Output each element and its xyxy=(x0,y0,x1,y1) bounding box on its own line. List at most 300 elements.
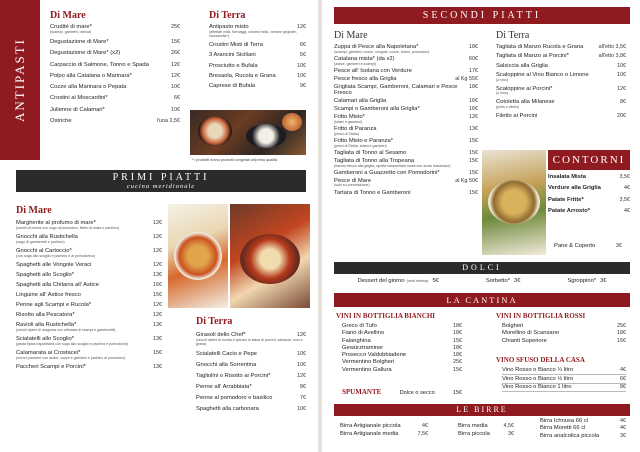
primi-title: PRIMI PIATTI xyxy=(112,172,210,183)
sfuso-heading: VINO SFUSO DELLA CASA xyxy=(496,356,585,364)
item-name: Fritto Misto* xyxy=(334,114,365,121)
item-name: Caprese di Bufala xyxy=(209,83,256,90)
item-price: all'etto 3,5€ xyxy=(598,44,626,50)
item-name: Filetto ai Porcini xyxy=(496,112,538,119)
item-name: Scampi o Gamberoni alla Griglia* xyxy=(334,106,420,113)
secondi-mare-list xyxy=(334,44,478,198)
menu-item xyxy=(334,126,478,137)
item-name: Prosecco Valdobbiadene xyxy=(342,352,407,358)
item-name: Risotto alla Pescatora* xyxy=(16,312,75,319)
menu-item xyxy=(502,367,626,375)
item-name: Birra media xyxy=(458,423,488,429)
menu-item xyxy=(496,86,626,97)
contorni-title: CONTORNI xyxy=(552,154,626,166)
pane-coperto: Pane & Coperto 3€ xyxy=(554,243,622,249)
cantina-banner xyxy=(334,293,630,307)
item-price: 6€ xyxy=(174,95,180,102)
menu-item xyxy=(496,113,626,120)
item-name: Gamberoni a Guazzetto con Pomodorini* xyxy=(334,169,440,176)
menu-item xyxy=(342,367,462,374)
item-name: Spaghetti alla carbonara xyxy=(196,406,259,413)
primi-terra-heading: Di Terra xyxy=(196,316,233,327)
menu-item xyxy=(16,322,162,333)
item-price: 15€ xyxy=(617,337,626,344)
item-price: 3€ xyxy=(620,432,626,439)
item-name: Vino Rosso o Bianco ¼ litro xyxy=(502,367,574,373)
item-price: 18€ xyxy=(469,83,478,90)
menu-item xyxy=(458,423,514,430)
item-price: 4€ xyxy=(620,418,626,424)
item-price: 18€ xyxy=(453,344,462,351)
item-name: Bolgheri xyxy=(502,323,524,329)
item-price: 15€ xyxy=(153,292,162,299)
item-price: 12€ xyxy=(617,85,626,92)
item-price: 15€ xyxy=(469,189,478,196)
item-price: 17€ xyxy=(469,67,478,74)
menu-item xyxy=(16,248,162,259)
menu-item xyxy=(50,95,180,102)
menu-item xyxy=(50,73,180,80)
item-price: 15€ xyxy=(469,149,478,156)
menu-item xyxy=(548,174,630,181)
item-name: Prosciutto e Bufala xyxy=(209,62,258,69)
menu-item xyxy=(496,63,626,70)
menu-item xyxy=(196,362,306,369)
menu-item xyxy=(540,425,626,432)
item-price: 15€ xyxy=(453,366,462,373)
item-price: 3,5€ xyxy=(619,196,630,203)
item-description: (scampi, gamberi, cozze, vongole, cozze, totani, pomodoro) xyxy=(334,49,430,54)
item-price: al Kg 55€ xyxy=(455,75,478,82)
antipasti-note: * i prodotti erano prodotti congelati all'prima qualità xyxy=(192,158,278,162)
menu-item xyxy=(209,52,306,59)
bianchi-heading: VINI IN BOTTIGLIA BIANCHI xyxy=(336,312,435,320)
item-description: (ravioli ripieni di ricotta e spinaci in salsa di porcini, salsiccia, noci e grana) xyxy=(196,337,303,346)
item-description: (solo su prenotazione) xyxy=(334,183,370,188)
item-name: 3 Arancini Siciliani xyxy=(209,52,256,59)
item-name: Penne all' Arrabbiata* xyxy=(196,384,252,391)
item-name: Gnocchi alla Sorrentina xyxy=(196,362,257,368)
item-price: 60€ xyxy=(469,55,478,62)
secondi-photo-1 xyxy=(482,150,546,255)
antipasti-mare-list xyxy=(50,24,180,129)
menu-item xyxy=(502,384,626,392)
menu-item xyxy=(334,106,478,113)
item-name: Calamarata ai Crostacei* xyxy=(16,350,81,357)
menu-item xyxy=(334,76,478,83)
item-name: Spaghetti allo Scoglio* xyxy=(16,272,75,279)
birre-col2 xyxy=(458,423,514,439)
item-price: 12€ xyxy=(297,24,306,30)
item-price: 10€ xyxy=(617,72,626,79)
menu-item xyxy=(16,220,162,231)
item-price: 4€ xyxy=(422,423,428,429)
birre-title: LE BIRRE xyxy=(456,405,508,414)
menu-item xyxy=(196,395,306,402)
menu-item xyxy=(334,158,478,169)
item-name: Scaloppine al Vino Bianco o Limone xyxy=(496,72,589,79)
item-price: 25€ xyxy=(171,24,180,30)
item-price: 4,5€ xyxy=(503,423,514,429)
item-name: Tartara di Tonno e Gamberoni xyxy=(334,189,411,196)
item-name: Degustazione di Mare* xyxy=(50,39,109,46)
item-price: 10€ xyxy=(297,72,306,79)
item-price: 20€ xyxy=(617,112,626,119)
menu-item xyxy=(16,262,162,269)
item-price: 3,5€ xyxy=(619,174,630,180)
menu-item xyxy=(334,68,478,75)
item-price: 13€ xyxy=(153,272,162,279)
item-name: Spaghetti alle Vongole Veraci xyxy=(16,262,92,268)
item-name: Fiano di Avellino xyxy=(342,330,385,337)
item-price: al Kg 50€ xyxy=(455,177,478,184)
rossi-heading: VINI IN BOTTIGLIA ROSSI xyxy=(496,312,586,320)
item-name: Gnocchi alla Rustichella xyxy=(16,234,78,240)
menu-item xyxy=(334,138,478,149)
item-price: 10€ xyxy=(171,84,180,91)
item-description: (sugo di gamberetti e pachino) xyxy=(16,239,65,244)
secondi-title: SECONDI PIATTI xyxy=(422,10,542,21)
item-description: (totani e gamberi) xyxy=(334,119,363,124)
menu-item xyxy=(16,292,162,299)
menu-item xyxy=(196,406,306,413)
item-description: (con sugo allo scoglio e pachino e al pomodorino) xyxy=(16,253,96,258)
rossi-list xyxy=(502,323,626,345)
menu-item xyxy=(209,63,306,70)
item-name: Linguine all' Astice fresco xyxy=(16,292,81,299)
menu-item xyxy=(50,118,180,125)
menu-item xyxy=(496,44,626,51)
item-price: 12€ xyxy=(297,373,306,380)
menu-item xyxy=(16,272,162,279)
menu-item xyxy=(334,44,478,55)
item-name: Grigliata Scampi, Gamberoni, Calamari e Pesce Fresco xyxy=(334,83,458,97)
secondi-terra-list xyxy=(496,44,626,122)
item-name: Tagliata di Tonno al Sesamo xyxy=(334,149,407,156)
item-description: (o vino) xyxy=(496,78,508,83)
menu-item xyxy=(209,24,306,39)
primi-mare-heading: Di Mare xyxy=(16,205,52,216)
item-price: 4€ xyxy=(620,367,626,373)
antipasti-title: ANTIPASTI xyxy=(12,38,27,122)
item-name: Patate Fritte* xyxy=(548,196,584,203)
menu-item xyxy=(502,330,626,337)
item-price: l'una 2,5€ xyxy=(156,117,180,124)
item-name: Tagliolini o Risotto ai Porcini* xyxy=(196,373,271,380)
primi-mare-list xyxy=(16,220,162,374)
menu-item xyxy=(334,56,478,67)
menu-item xyxy=(502,323,626,330)
item-name: Birra Artigianale piccola xyxy=(340,423,401,429)
antipasti-terra-heading: Di Terra xyxy=(209,10,246,21)
item-name: Birra piccola xyxy=(458,431,490,438)
menu-item xyxy=(502,338,626,345)
item-name: Fritto Misto e Paranza* xyxy=(334,138,393,145)
item-name: Polpo alla Catalana o Marinara* xyxy=(50,72,132,79)
item-description: (pesci di Sicilia) xyxy=(334,131,359,136)
divider xyxy=(502,391,626,392)
item-name: Penne al pomodoro e basilico xyxy=(196,395,273,402)
item-price: 13€ xyxy=(153,364,162,371)
item-name: Vermentino Gallura xyxy=(342,366,392,373)
menu-item xyxy=(342,345,462,352)
item-name: Cotoletta alla Milanese xyxy=(496,99,555,106)
item-price: 7,5€ xyxy=(417,431,428,438)
item-description: (affettati misti, formaggi, crostini misti, verdure grigliate, mozzarella*) xyxy=(209,29,297,38)
item-price: 15€ xyxy=(153,350,162,357)
spumante-row: SPUMANTE Dolce o secco 15€ xyxy=(342,388,462,396)
item-price: 12€ xyxy=(297,332,306,338)
item-price: 10€ xyxy=(617,62,626,69)
menu-item xyxy=(50,24,180,35)
item-name: Sorbetto* xyxy=(485,278,510,284)
item-name: Gnocchi al Cartoccio* xyxy=(16,248,72,254)
item-description: (vedi vetrina) xyxy=(406,279,429,283)
menu-item xyxy=(16,234,162,245)
dolci-item xyxy=(357,278,438,284)
item-price: 18€ xyxy=(453,352,462,358)
dolci-banner xyxy=(334,262,630,274)
item-price: 15€ xyxy=(453,337,462,344)
left-page xyxy=(0,0,318,452)
item-name: Dessert del giorno xyxy=(357,278,405,284)
menu-item xyxy=(340,431,428,438)
item-price: 13€ xyxy=(153,322,162,329)
item-price: 4€ xyxy=(620,425,626,432)
right-page xyxy=(322,0,640,452)
item-price: 16€ xyxy=(469,106,478,113)
item-price: 10€ xyxy=(297,350,306,357)
menu-item xyxy=(342,338,462,345)
item-price: 12€ xyxy=(153,234,162,240)
item-description: (scampi, gamberi, ostrica) xyxy=(50,29,92,34)
item-name: Insalata Mista xyxy=(548,174,587,180)
primi-subtitle: cucina meridionale xyxy=(126,183,196,190)
item-name: Bresaola, Rucola e Grana xyxy=(209,72,276,79)
item-description: (ravioli di cernia con sugo di pomodoro, filetto di orata e pachino) xyxy=(16,225,120,230)
menu-item xyxy=(196,373,306,380)
menu-item xyxy=(540,418,626,425)
item-price: 12€ xyxy=(153,220,162,226)
item-name: Morellino di Scansano xyxy=(502,330,560,337)
item-price: 6€ xyxy=(300,42,306,49)
item-name: Scialatelli allo Scoglio* xyxy=(16,336,75,343)
item-name: Pesce all' Isolana con Verdure xyxy=(334,67,412,74)
primi-terra-list xyxy=(196,332,306,417)
birre-col3 xyxy=(540,418,626,440)
item-name: Zuppa di Pesce alla Napoletana* xyxy=(334,44,419,50)
item-name: Paccheri Scampi e Porcini* xyxy=(16,364,86,371)
menu-item xyxy=(458,431,514,438)
menu-item xyxy=(548,208,630,215)
menu-item xyxy=(334,170,478,177)
secondi-terra-heading: Di Terra xyxy=(496,30,530,41)
primi-banner xyxy=(16,170,306,192)
item-name: Fritto di Paranza xyxy=(334,126,377,133)
antipasti-terra-list xyxy=(209,24,306,93)
menu-item xyxy=(334,98,478,105)
menu-item xyxy=(16,302,162,309)
item-price: 5€ xyxy=(432,278,439,284)
item-price: 16€ xyxy=(153,282,162,289)
item-name: Birra Ichnusa 66 cl xyxy=(540,418,589,424)
item-price: 15€ xyxy=(469,157,478,164)
menu-item xyxy=(50,84,180,91)
item-price: 8€ xyxy=(300,384,306,391)
item-description: (pesci di Sicilia, totani e gamberi) xyxy=(334,143,387,148)
dolci-title: DOLCI xyxy=(462,263,502,272)
secondi-banner xyxy=(334,7,630,24)
item-name: Vermentino Bolgheri xyxy=(342,359,395,366)
menu-item xyxy=(16,364,162,371)
item-name: Greco di Tufo xyxy=(342,323,377,329)
item-price: 3€ xyxy=(508,431,514,438)
item-price: all'etto 3,8€ xyxy=(598,53,626,60)
item-price: 18€ xyxy=(617,330,626,337)
item-price: 8€ xyxy=(620,99,626,106)
menu-item xyxy=(16,336,162,347)
antipasti-side-banner xyxy=(0,0,40,160)
menu-item xyxy=(342,323,462,330)
item-name: Birra analcolica piccola xyxy=(540,432,600,439)
item-price: 18€ xyxy=(469,44,478,50)
item-price: 13€ xyxy=(153,336,162,343)
item-name: Pesce di Mare xyxy=(334,177,372,184)
menu-item xyxy=(209,73,306,80)
item-price: 4€ xyxy=(624,185,630,192)
item-price: 15€ xyxy=(469,169,478,176)
item-price: 12€ xyxy=(153,312,162,319)
menu-item xyxy=(50,62,180,69)
item-name: Tagliata di Tonno alla Tropeana xyxy=(334,157,415,164)
item-price: 5€ xyxy=(300,52,306,59)
menu-item xyxy=(496,99,626,110)
menu-item xyxy=(342,359,462,366)
item-price: 12€ xyxy=(153,302,162,309)
menu-item xyxy=(540,433,626,440)
item-price: 10€ xyxy=(297,406,306,413)
primi-photo-2 xyxy=(230,204,310,308)
cantina-title: LA CANTINA xyxy=(446,295,518,305)
menu-item xyxy=(50,50,180,57)
dolci-list xyxy=(334,278,630,284)
item-price: 12€ xyxy=(171,72,180,79)
item-description: (o vino) xyxy=(496,91,508,96)
item-price: 13€ xyxy=(469,126,478,133)
menu-item xyxy=(342,330,462,337)
birre-col1 xyxy=(340,423,428,439)
antipasti-mare-heading: Di Mare xyxy=(50,10,86,21)
item-name: Vino Rosso o Bianco 1 litro xyxy=(502,384,572,391)
item-name: Crostini ai Moscardini* xyxy=(50,95,108,102)
item-description: (pollo o vitello) xyxy=(496,104,520,109)
item-price: 6€ xyxy=(620,375,626,382)
item-name: Calamari alla Griglia xyxy=(334,98,387,105)
item-description: (trancio fresco alla griglia, cipolla caramellata rossa con aceto balsamico) xyxy=(334,163,451,168)
menu-item xyxy=(334,114,478,125)
menu-item xyxy=(502,376,626,384)
item-name: Birra Moretti 66 cl xyxy=(540,425,586,432)
menu-item xyxy=(196,332,306,347)
menu-item xyxy=(50,39,180,46)
menu-item xyxy=(196,351,306,358)
item-description: (mezzi paccheri con astice, cozze e gamberi e pachino al pomodoro) xyxy=(16,355,126,360)
item-price: 25€ xyxy=(617,323,626,329)
menu-item xyxy=(334,150,478,157)
menu-item xyxy=(209,83,306,90)
item-name: Ostriche xyxy=(50,117,72,124)
item-name: Cozze alla Marinara o Pepata xyxy=(50,84,127,91)
sfuso-list xyxy=(502,367,626,393)
item-name: Falanghina xyxy=(342,337,371,344)
item-name: Crudité di mare* xyxy=(50,24,92,30)
item-name: Crostini Misti di Terra xyxy=(209,42,264,49)
item-description: (astice, gamberi e scampi) xyxy=(334,61,377,66)
birre-banner xyxy=(334,404,630,416)
menu-item xyxy=(342,352,462,359)
menu-item xyxy=(334,84,478,97)
item-price: 3€ xyxy=(600,278,607,284)
item-name: Scaloppine ai Porcini* xyxy=(496,85,553,92)
item-price: 8€ xyxy=(620,384,626,391)
item-price: 3€ xyxy=(514,278,521,284)
menu-item xyxy=(334,190,478,197)
item-price: 9€ xyxy=(300,83,306,90)
dolci-item xyxy=(486,278,521,284)
menu-item xyxy=(16,350,162,361)
item-price: 16€ xyxy=(469,98,478,105)
item-price: 15€ xyxy=(171,39,180,46)
item-name: Birra Artigianale media xyxy=(340,431,399,438)
item-name: Carpaccio di Salmone, Tonno e Spada xyxy=(50,61,149,68)
item-name: Sgroppino* xyxy=(567,278,597,284)
item-price: 12€ xyxy=(153,248,162,254)
antipasti-photo xyxy=(190,110,306,155)
item-name: Gewürztraminer xyxy=(342,344,384,351)
item-description: (ravioli ripieni di aragosta con vellutata di scampi e gamberetti) xyxy=(16,327,116,332)
primi-photo-1 xyxy=(168,204,228,308)
item-name: Degustazione di Mare* (x2) xyxy=(50,50,121,57)
menu-item xyxy=(340,423,428,430)
item-name: Julienne di Calamari* xyxy=(50,106,105,113)
item-price: 12€ xyxy=(171,61,180,68)
secondi-mare-heading: Di Mare xyxy=(334,30,368,41)
item-price: 10€ xyxy=(297,62,306,69)
item-name: Vino Rosso o Bianco ½ litro xyxy=(502,375,574,382)
item-name: Catalana mista* (da x2) xyxy=(334,55,395,62)
item-price: 12€ xyxy=(153,262,162,268)
item-name: Tagliata di Manzo Rucola e Grana xyxy=(496,44,584,50)
menu-item xyxy=(50,107,180,114)
item-name: Chianti Superiore xyxy=(502,337,547,344)
item-description: (pasta tipica napoletana con sugo allo scoglio e pachino e pomodorini) xyxy=(16,341,129,346)
item-price: 4€ xyxy=(624,207,630,214)
item-name: Tagliata di Manzo ai Porcini* xyxy=(496,53,569,60)
dolci-item xyxy=(567,278,606,284)
item-price: 18€ xyxy=(453,330,462,337)
menu-item xyxy=(209,42,306,49)
item-price: 7€ xyxy=(300,395,306,402)
menu-item xyxy=(548,197,630,204)
contorni-list xyxy=(548,174,630,219)
item-price: 18€ xyxy=(453,323,462,329)
contorni-banner xyxy=(548,150,630,170)
menu-item xyxy=(548,185,630,192)
item-price: 15€ xyxy=(469,138,478,145)
item-price: 12€ xyxy=(469,114,478,121)
menu-item xyxy=(196,384,306,391)
item-name: Pesce fresco alla Griglia xyxy=(334,75,397,82)
